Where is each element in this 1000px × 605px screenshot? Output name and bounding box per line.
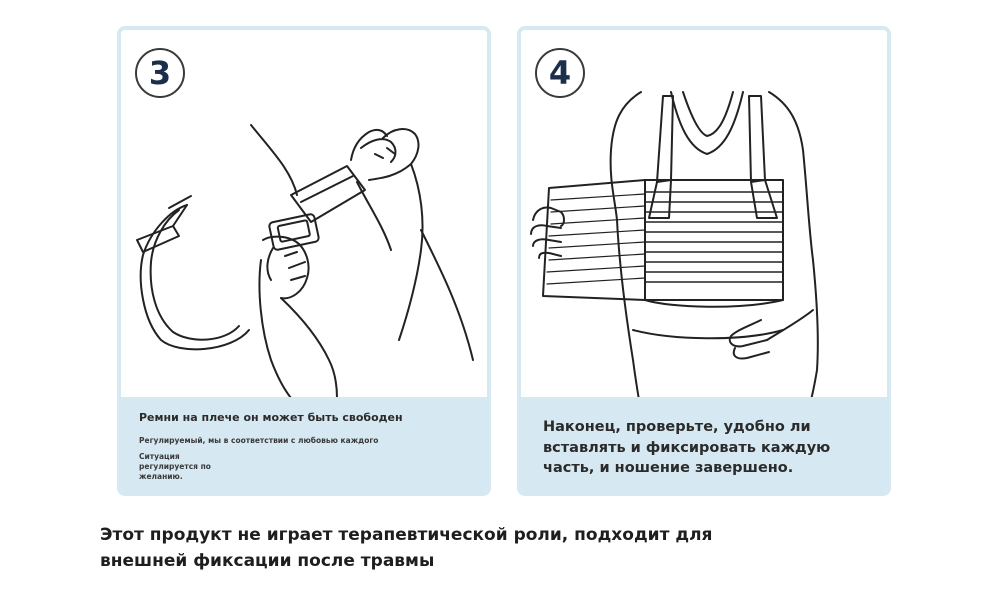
- disclaimer-line-1: Этот продукт не играет терапевтической роли, подходит для: [100, 525, 713, 545]
- step-4-caption: [521, 397, 887, 492]
- instruction-panel-step-4: [517, 26, 891, 496]
- caption-title: Ремни на плече он может быть свободен: [139, 411, 403, 424]
- caption-line: Наконец, проверьте, удобно ли: [543, 419, 811, 435]
- step-number-badge: 3: [135, 48, 185, 98]
- caption-detail: Регулируемый, мы в соответствии с любовью каждого: [139, 436, 379, 445]
- step-number-badge: 4: [535, 48, 585, 98]
- caption-line: вставлять и фиксировать каждую: [543, 439, 831, 456]
- disclaimer-line-2: внешней фиксации после травмы: [100, 551, 435, 571]
- step-3-caption: [121, 397, 487, 492]
- caption-line: часть, и ношение завершено.: [543, 460, 794, 477]
- caption-detail: Ситуация регулируется по желанию.: [139, 452, 211, 482]
- instruction-panel-step-3: [117, 26, 491, 496]
